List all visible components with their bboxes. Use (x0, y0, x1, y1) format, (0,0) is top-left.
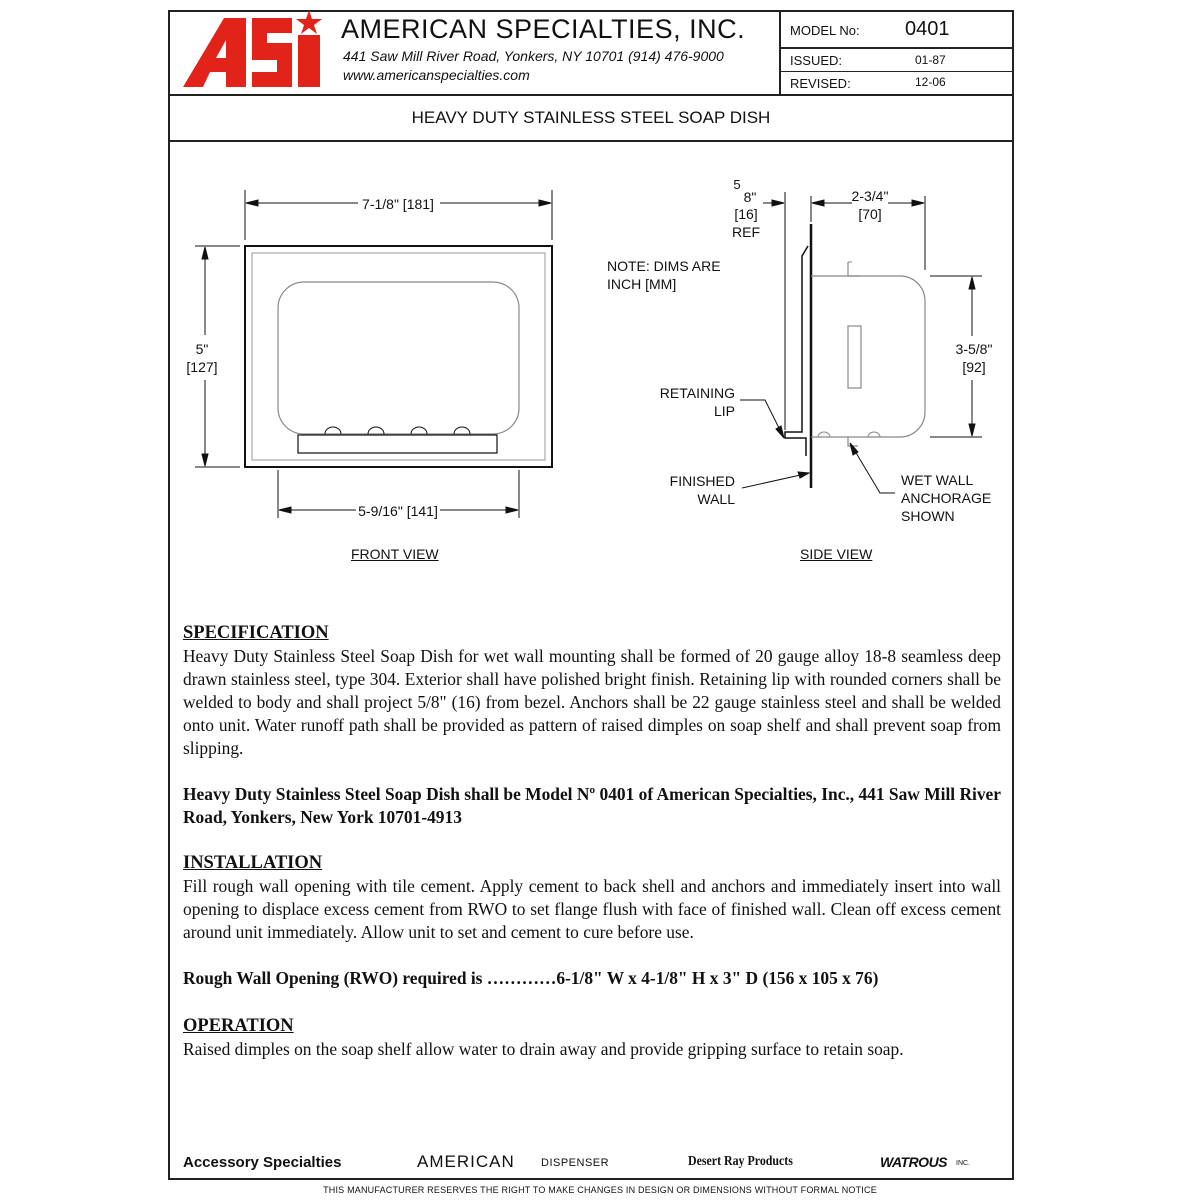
brand-watrous-inc: INC. (956, 1160, 970, 1167)
retaining-lip-label-2: LIP (713, 403, 735, 419)
installation-body: Fill rough wall opening with tile cement. Apply cement to back shell and anchors and immediately insert into wall opening to displace excess cement from RWO to set flange flush with face of finished wall. Clean off excess cement around unit immediately. Allow unit to set and cement to cure before use. (183, 876, 1001, 942)
wet-wall-label-3: SHOWN (901, 508, 955, 524)
front-height-mm: [127] (186, 359, 218, 375)
front-view-label: FRONT VIEW (351, 546, 439, 562)
company-name: AMERICAN SPECIALTIES, INC. (341, 14, 746, 44)
operation-section (183, 1015, 1001, 1061)
side-view-drawing (740, 192, 982, 493)
specification-heading: SPECIFICATION (183, 623, 329, 643)
model-statement: Heavy Duty Stainless Steel Soap Dish shall be Model Nº 0401 of American Specialties, Inc., 441 Saw Mill River Road, Yonkers, New York 10701-4913 (183, 784, 1001, 827)
specification-section (183, 622, 1001, 829)
finished-wall-label-2: WALL (697, 491, 735, 507)
operation-heading: OPERATION (183, 1016, 294, 1036)
front-height-inch: 5" (195, 341, 209, 357)
lip-frac-bot: 8" (743, 189, 757, 205)
retaining-lip-label-1: RETAINING (659, 385, 735, 401)
lip-mm: [16] (734, 206, 758, 222)
lip-ref: REF (732, 224, 760, 240)
side-view-label: SIDE VIEW (800, 546, 873, 562)
lip-frac-top: 5 (733, 177, 741, 192)
logo-text: ASI (0, 0, 2, 1)
front-inner-width-label: 5-9/16" [141] (358, 503, 438, 519)
finished-wall-label-1: FINISHED (669, 473, 735, 489)
wet-wall-label-2: ANCHORAGE (901, 490, 992, 506)
installation-heading: INSTALLATION (183, 853, 323, 873)
front-view-drawing (195, 190, 552, 518)
company-address: 441 Saw Mill River Road, Yonkers, NY 10701 (914) 476-9000 (343, 48, 724, 64)
rwo-requirement: Rough Wall Opening (RWO) required is …………6-1/8" W x 4-1/8" H x 3" D (156 x 105 x 76) (183, 968, 879, 988)
brand-accessory-specialties: Accessory Specialties (183, 1154, 342, 1171)
front-width-label: 7-1/8" [181] (362, 196, 434, 212)
product-title: HEAVY DUTY STAINLESS STEEL SOAP DISH (411, 108, 771, 127)
installation-section (183, 852, 1001, 990)
model-label: MODEL No: (790, 23, 860, 38)
side-depth-mm: [70] (858, 206, 882, 222)
change-notice: THIS MANUFACTURER RESERVES THE RIGHT TO MAKE CHANGES IN DESIGN OR DIMENSIONS WITHOUT FORMAL NOTICE (323, 1185, 877, 1195)
issued-value: 01-87 (915, 53, 946, 67)
dims-note-line-2: INCH [MM] (607, 276, 677, 292)
revised-value: 12-06 (915, 75, 946, 89)
specification-body: Heavy Duty Stainless Steel Soap Dish for wet wall mounting shall be formed of 20 gauge alloy 18-8 seamless deep drawn stainless steel, type 304. Exterior shall have polished bright finish. Retaining lip with rounded corners shall be welded to body and shall project 5/8" (16) from bezel. Anchors shall be 22 gauge stainless steel and shall be welded onto unit. Water runoff path shall be provided as pattern of raised dimples on soap shelf and shall prevent soap from slipping. (183, 646, 1001, 758)
model-value: 0401 (905, 18, 950, 40)
brand-american: AMERICAN (417, 1152, 515, 1171)
wet-wall-label-1: WET WALL (901, 472, 974, 488)
dims-note-line-1: NOTE: DIMS ARE (607, 258, 721, 274)
revised-label: REVISED: (790, 76, 851, 91)
company-website[interactable]: www.americanspecialties.com (343, 67, 530, 83)
issued-label: ISSUED: (790, 53, 843, 68)
brand-dispenser: DISPENSER (541, 1157, 610, 1169)
brand-watrous: WATROUS (880, 1154, 948, 1170)
brand-desert-ray: Desert Ray Products (688, 1154, 793, 1169)
side-height-label: 3-5/8" (955, 341, 993, 357)
side-depth-label: 2-3/4" (851, 188, 889, 204)
side-height-mm: [92] (962, 359, 986, 375)
operation-body: Raised dimples on the soap shelf allow water to drain away and provide gripping surface to retain soap. (183, 1039, 904, 1059)
